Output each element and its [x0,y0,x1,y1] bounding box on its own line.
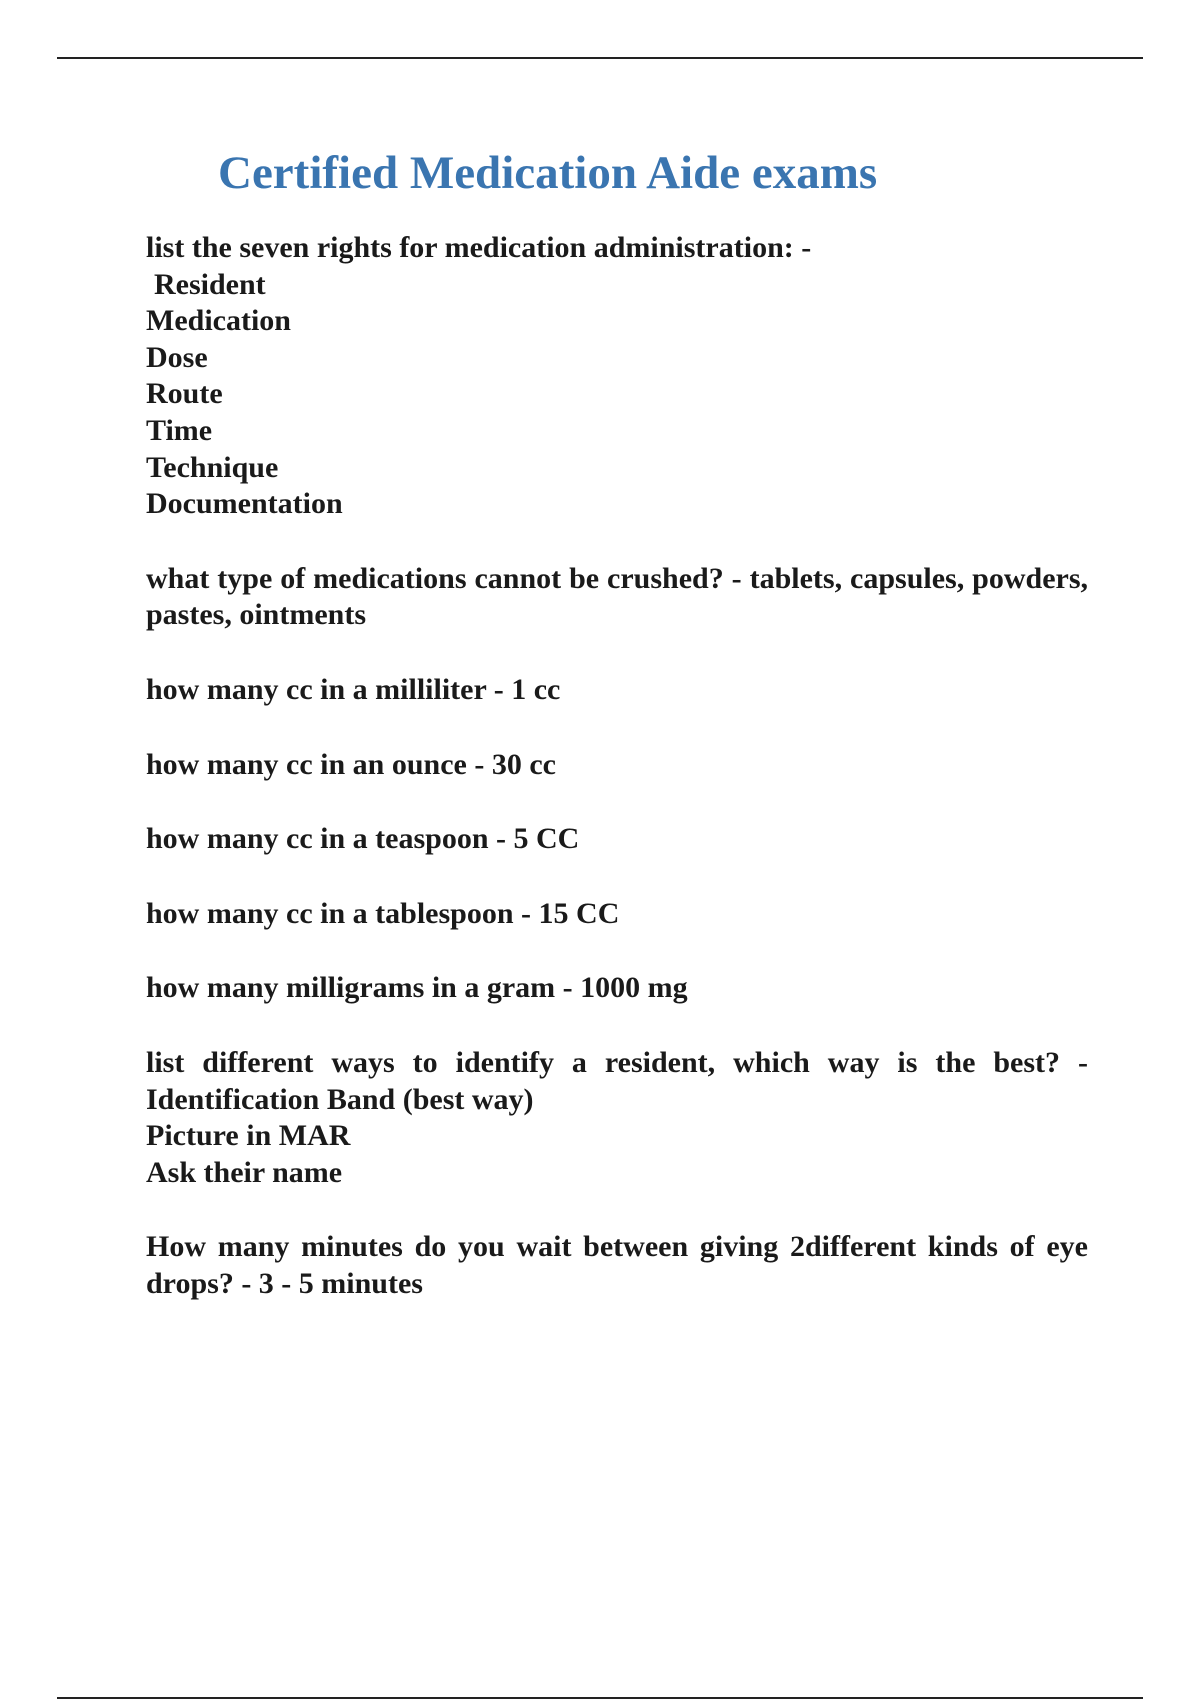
qa-item-tablespoon [146,896,1088,933]
qa-item-teaspoon [146,821,1088,858]
qa-text: how many milligrams in a gram - 1000 mg [146,971,688,1005]
answer-line: Dose [146,340,208,374]
qa-item-ounce [146,747,1088,784]
qa-item-identify-resident [146,1045,1088,1191]
qa-item-crushed-meds [146,561,1088,634]
qa-text: How many minutes do you wait between giving 2different kinds of eye drops? - 3 - 5 minutes [146,1230,1088,1300]
qa-text: what type of medications cannot be crushed? - tablets, capsules, powders, pastes, ointments [146,561,1088,632]
answer-line: Picture in MAR [146,1119,351,1153]
answer-line: Ask their name [146,1155,343,1189]
document-body [146,230,1088,1340]
answer-line: Technique [146,450,279,484]
answer-line: Documentation [146,487,343,521]
answer-line: Medication [146,304,291,338]
qa-text: how many cc in a milliliter - 1 cc [146,672,561,706]
answer-line: Route [146,377,223,411]
qa-item-milliliter [146,672,1088,709]
qa-item-eye-drops [146,1229,1088,1302]
qa-text: how many cc in a teaspoon - 5 CC [146,822,580,856]
qa-text: how many cc in a tablespoon - 15 CC [146,896,620,930]
question-text: list different ways to identify a resident, which way is the best? - [146,1045,1088,1079]
bottom-rule [57,1697,1143,1699]
qa-text: how many cc in an ounce - 30 cc [146,747,556,781]
question-text: list the seven rights for medication administration: - [146,231,812,264]
answer-line: Resident [154,267,266,301]
top-rule [57,57,1143,59]
qa-item-seven-rights [146,230,1088,523]
answer-line: Time [146,413,213,447]
qa-item-gram [146,970,1088,1007]
answer-line: Identification Band (best way) [146,1082,534,1116]
document-title: Certified Medication Aide exams [218,147,878,199]
